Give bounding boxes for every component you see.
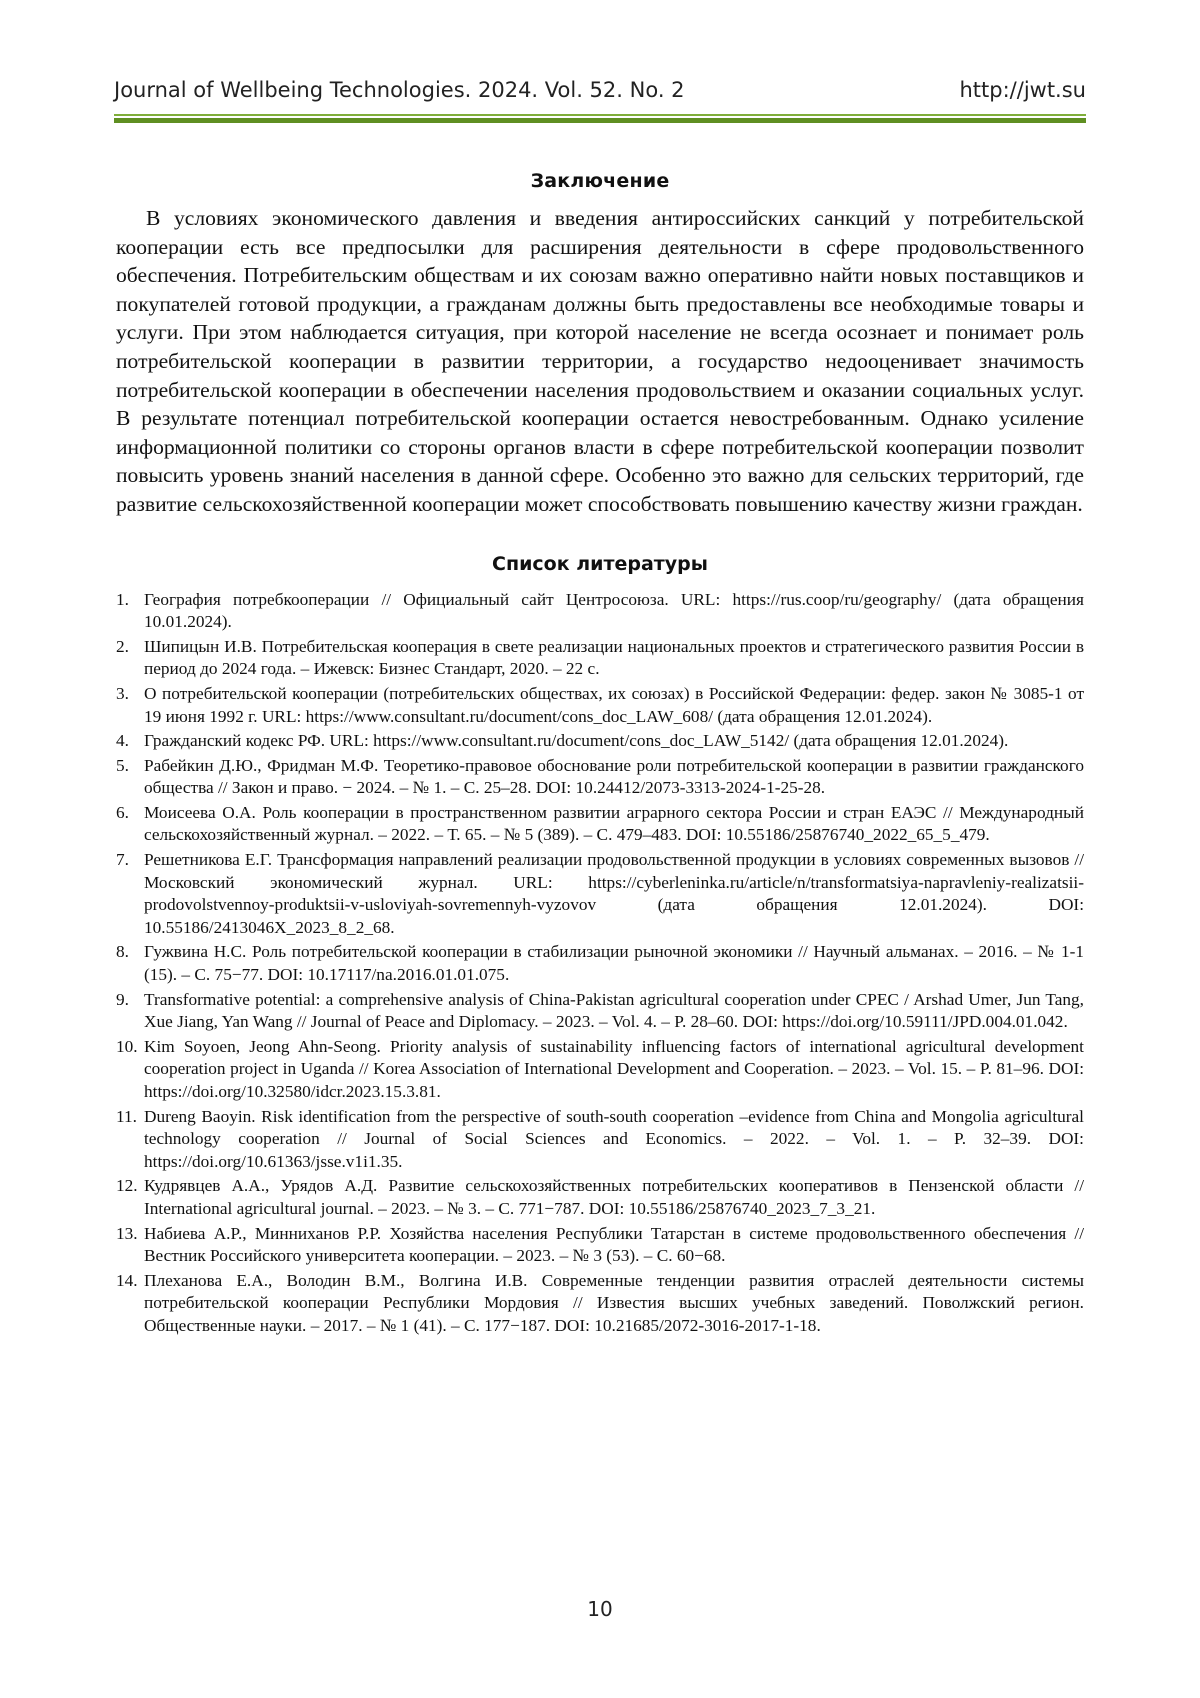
reference-text: География потребкооперации // Официальный сайт Центросоюза. URL: https://rus.coop/ru/geography/ (дата обращения 10.01.2024). xyxy=(144,589,1084,632)
reference-number: 7. xyxy=(116,850,129,870)
references-heading: Список литературы xyxy=(492,552,708,575)
reference-item xyxy=(116,1106,1084,1174)
header-rule xyxy=(114,114,1086,116)
reference-number: 8. xyxy=(116,942,129,962)
reference-number: 4. xyxy=(116,731,129,751)
reference-number: 1. xyxy=(116,589,129,609)
reference-number: 6. xyxy=(116,802,129,822)
reference-list xyxy=(116,589,1084,1338)
reference-text: Гражданский кодекс РФ. URL: https://www.consultant.ru/document/cons_doc_LAW_5142/ (дата обращения 12.01.2024). xyxy=(144,731,1009,751)
reference-text: Решетникова Е.Г. Трансформация направлений реализации продовольственной продукции в условиях современных вызовов // Московский экономический журнал. URL: https://cyberleninka.ru/article/n/transformatsiya-napravleniy-realizatsii-prodovolstvennoy-produktsii-v-usloviyah-sovremennyh-vyzovov (дата обращения 12.01.2024). DOI: 10.55186/2413046X_2023_8_2_68. xyxy=(144,850,1084,937)
reference-item xyxy=(116,1175,1084,1220)
reference-text: О потребительской кооперации (потребительских обществах, их союзах) в Российской Федерации: федер. закон № 3085-1 от 19 июня 1992 г. URL: https://www.consultant.ru/document/cons_doc_LAW_608/ (дата обращения 12.01.2024). xyxy=(144,683,1084,726)
reference-number: 5. xyxy=(116,755,129,775)
journal-title: Journal of Wellbeing Technologies. 2024. Vol. 52. No. 2 xyxy=(114,78,685,102)
reference-item xyxy=(116,1223,1084,1268)
reference-text: Transformative potential: a comprehensive analysis of China-Pakistan agricultural cooperation under CPEC / Arshad Umer, Jun Tang, Xue Jiang, Yan Wang // Journal of Peace and Diplomacy. – 2023. – Vol. 4. – P. 28–60. DOI: https://doi.org/10.59111/JPD.004.01.042. xyxy=(144,989,1084,1032)
reference-item xyxy=(116,1270,1084,1338)
page-content xyxy=(116,170,1084,1340)
reference-number: 13. xyxy=(116,1223,138,1243)
reference-item xyxy=(116,636,1084,681)
reference-text: Рабейкин Д.Ю., Фридман М.Ф. Теоретико-правовое обоснование роли потребительской кооперации в развитии гражданского общества // Закон и право. − 2024. – № 1. – С. 25–28. DOI: 10.24412/2073-3313-2024-1-25-28. xyxy=(144,755,1084,798)
reference-item xyxy=(116,683,1084,728)
reference-item xyxy=(116,802,1084,847)
reference-number: 10. xyxy=(116,1036,138,1056)
reference-text: Кудрявцев А.А., Урядов А.Д. Развитие сельскохозяйственных потребительских кооперативов в Пензенской области // International agricultural journal. – 2023. – № 3. – С. 771−787. DOI: 10.55186/25876740_2023_7_3_21. xyxy=(144,1176,1084,1218)
reference-item xyxy=(116,1036,1084,1104)
conclusion-heading: Заключение xyxy=(530,170,670,192)
reference-number: 3. xyxy=(116,683,129,703)
reference-item xyxy=(116,755,1084,800)
reference-item xyxy=(116,589,1084,634)
reference-text: Шипицын И.В. Потребительская кооперация в свете реализации национальных проектов и стратегического развития России в период до 2024 года. – Ижевск: Бизнес Стандарт, 2020. – 22 с. xyxy=(144,636,1084,679)
reference-number: 2. xyxy=(116,636,129,656)
reference-number: 9. xyxy=(116,989,129,1009)
reference-number: 11. xyxy=(116,1106,137,1126)
reference-text: Набиева А.Р., Минниханов Р.Р. Хозяйства населения Республики Татарстан в системе продовольственного обеспечения // Вестник Российского университета кооперации. – 2023. – № 3 (53). – С. 60−68. xyxy=(144,1223,1084,1266)
reference-item xyxy=(116,989,1084,1034)
journal-url: http://jwt.su xyxy=(959,78,1086,102)
running-header xyxy=(114,72,1086,102)
conclusion-paragraph: В условиях экономического давления и введения антироссийских санкций у потребительской кооперации есть все предпосылки для расширения деятельности в сфере продовольственного обеспечения. Потребительским обществам и их союзам важно оперативно найти новых поставщиков и покупателей готовой продукции, а гражданам должны быть предоставлены все необходимые товары и услуги. При этом наблюдается ситуация, при которой население не всегда осознает и понимает роль потребительской кооперации в развитии территории, а государство недооценивает значимость потребительской кооперации в обеспечении населения продовольствием и оказании социальных услуг. В результате потенциал потребительской кооперации остается невостребованным. Однако усиление информационной политики со стороны органов власти в сфере потребительской кооперации позволит повысить уровень знаний населения в данной сфере. Особенно это важно для сельских территорий, где развитие сельскохозяйственной кооперации может способствовать повышению качеству жизни граждан. xyxy=(116,206,1084,516)
reference-item xyxy=(116,849,1084,939)
reference-item xyxy=(116,730,1084,753)
reference-number: 12. xyxy=(116,1176,138,1196)
header-rule-bold xyxy=(114,118,1086,123)
reference-text: Гужвина Н.С. Роль потребительской кооперации в стабилизации рыночной экономики // Научный альманах. – 2016. – № 1-1 (15). – С. 75−77. DOI: 10.17117/na.2016.01.01.075. xyxy=(144,942,1084,985)
page-number: 10 xyxy=(587,1597,613,1621)
reference-number: 14. xyxy=(116,1270,138,1290)
reference-text: Моисеева О.А. Роль кооперации в пространственном развитии аграрного сектора России и стран ЕАЭС // Международный сельскохозяйственный журнал. – 2022. – Т. 65. – № 5 (389). – С. 479–483. DOI: 10.55186/25876740_2022_65_5_479. xyxy=(144,802,1084,845)
reference-text: Kim Soyoen, Jeong Ahn-Seong. Priority analysis of sustainability influencing factors of international agricultural development cooperation project in Uganda // Korea Association of International Development and Cooperation. – 2023. – Vol. 15. – P. 81–96. DOI: https://doi.org/10.32580/idcr.2023.15.3.81. xyxy=(144,1036,1084,1101)
reference-item xyxy=(116,941,1084,986)
reference-text: Плеханова Е.А., Володин В.М., Волгина И.В. Современные тенденции развития отраслей деятельности системы потребительской кооперации Республики Мордовия // Известия высших учебных заведений. Поволжский регион. Общественные науки. – 2017. – № 1 (41). – С. 177−187. DOI: 10.21685/2072-3016-2017-1-18. xyxy=(144,1270,1084,1335)
reference-text: Dureng Baoyin. Risk identification from the perspective of south-south cooperation –evidence from China and Mongolia agricultural technology cooperation // Journal of Social Sciences and Economics. – 2022. – Vol. 1. – P. 32–39. DOI: https://doi.org/10.61363/jsse.v1i1.35. xyxy=(144,1106,1084,1171)
